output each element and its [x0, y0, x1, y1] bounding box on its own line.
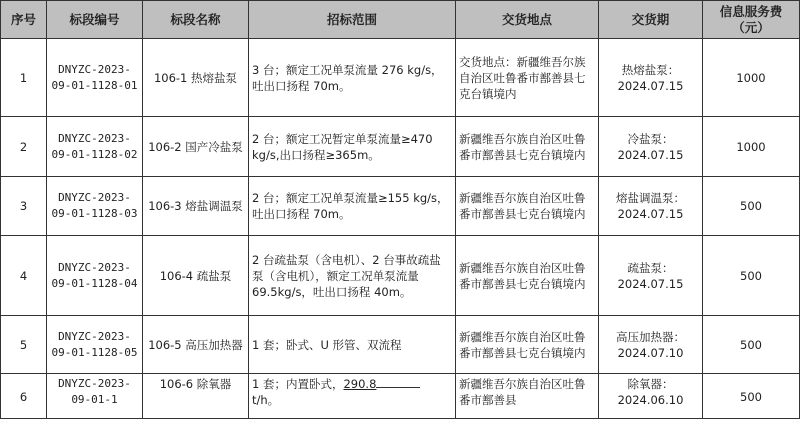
header-code: 标段编号 — [47, 1, 143, 39]
cell-location: 新疆维吾尔族自治区吐鲁番市鄯善县七克台镇境内 — [456, 117, 599, 177]
cell-name: 106-5 高压加热器 — [143, 316, 249, 374]
scope-text: 1 套；内置卧式， — [252, 377, 344, 391]
cell-scope — [249, 374, 456, 419]
cell-scope: 2 台；额定工况暂定单泵流量≥470 kg/s,出口扬程≥365m。 — [249, 117, 456, 177]
cell-scope: 1 套；卧式、U 形管、双流程 — [249, 316, 456, 374]
cell-fee: 500 — [703, 316, 800, 374]
cell-name: 106-6 除氧器 — [143, 374, 249, 419]
cell-name: 106-4 疏盐泵 — [143, 236, 249, 316]
cell-code: DNYZC-2023-09-01-1128-05 — [47, 316, 143, 374]
cell-delivery: 疏盐泵：2024.07.15 — [599, 236, 703, 316]
cell-fee: 500 — [703, 374, 800, 419]
cell-scope: 3 台；额定工况单泵流量 276 kg/s，吐出口扬程 70m。 — [249, 39, 456, 117]
table-row — [1, 316, 800, 374]
table-row — [1, 236, 800, 316]
cell-name: 106-2 国产冷盐泵 — [143, 117, 249, 177]
table-row — [1, 39, 800, 117]
cell-delivery: 熔盐调温泵：2024.07.15 — [599, 177, 703, 236]
cell-location: 交货地点：新疆维吾尔族自治区吐鲁番市鄯善县七克台镇境内 — [456, 39, 599, 117]
cell-name: 106-3 熔盐调温泵 — [143, 177, 249, 236]
cell-location: 新疆维吾尔族自治区吐鲁番市鄯善县七克台镇境内 — [456, 316, 599, 374]
header-no: 序号 — [1, 1, 47, 39]
header-fee: 信息服务费（元） — [703, 1, 800, 39]
cell-no: 1 — [1, 39, 47, 117]
table-row — [1, 117, 800, 177]
header-scope: 招标范围 — [249, 1, 456, 39]
cell-code: DNYZC-2023-09-01-1128-03 — [47, 177, 143, 236]
cell-fee: 500 — [703, 236, 800, 316]
cell-fee: 1000 — [703, 39, 800, 117]
cell-no: 6 — [1, 374, 47, 419]
cell-delivery: 热熔盐泵：2024.07.15 — [599, 39, 703, 117]
header-row — [1, 1, 800, 39]
cell-name: 106-1 热熔盐泵 — [143, 39, 249, 117]
cell-fee: 1000 — [703, 117, 800, 177]
cell-code: DNYZC-2023-09-01-1128-02 — [47, 117, 143, 177]
cell-no: 3 — [1, 177, 47, 236]
cell-code: DNYZC-2023-09-01-1 — [47, 374, 143, 419]
scope-underlined-value: 290.8 — [343, 377, 377, 391]
cell-code: DNYZC-2023-09-01-1128-04 — [47, 236, 143, 316]
cell-delivery: 高压加热器：2024.07.10 — [599, 316, 703, 374]
cell-code: DNYZC-2023-09-01-1128-01 — [47, 39, 143, 117]
header-name: 标段名称 — [143, 1, 249, 39]
cell-location: 新疆维吾尔族自治区吐鲁番市鄯善县 — [456, 374, 599, 419]
table-row — [1, 177, 800, 236]
scope-unit: t/h。 — [252, 393, 280, 407]
cell-location: 新疆维吾尔族自治区吐鲁番市鄯善县七克台镇境内 — [456, 236, 599, 316]
cell-scope: 2 台；额定工况单泵流量≥155 kg/s，吐出口扬程 70m。 — [249, 177, 456, 236]
cell-delivery: 冷盐泵：2024.07.15 — [599, 117, 703, 177]
header-location: 交货地点 — [456, 1, 599, 39]
cell-scope: 2 台疏盐泵（含电机）、2 台事故疏盐泵（含电机），额定工况单泵流量 69.5kg/s，吐出口扬程 40m。 — [249, 236, 456, 316]
cell-no: 2 — [1, 117, 47, 177]
header-delivery: 交货期 — [599, 1, 703, 39]
underline-blank — [376, 377, 420, 388]
cell-location: 新疆维吾尔族自治区吐鲁番市鄯善县七克台镇境内 — [456, 177, 599, 236]
cell-delivery: 除氧器：2024.06.10 — [599, 374, 703, 419]
table-row — [1, 374, 800, 419]
cell-fee: 500 — [703, 177, 800, 236]
cell-no: 5 — [1, 316, 47, 374]
cell-no: 4 — [1, 236, 47, 316]
